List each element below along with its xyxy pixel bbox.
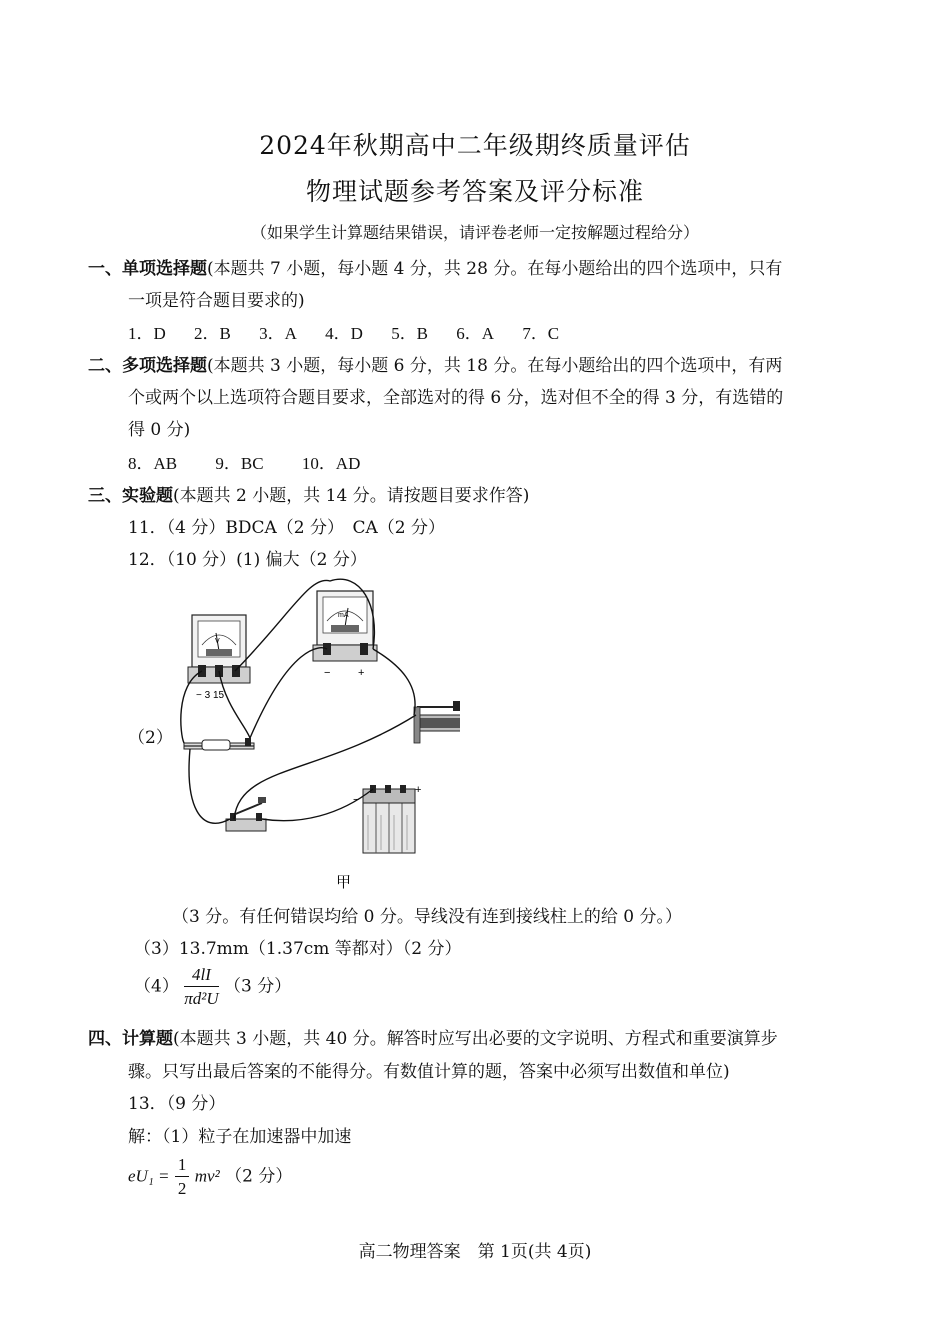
battery-plus: + [415, 784, 422, 796]
answer-5: 5．B [391, 324, 429, 343]
answer-7: 7．C [522, 324, 560, 343]
section2-desc-line3: 得 0 分) [128, 420, 191, 440]
milliammeter [313, 591, 377, 679]
section3-line1 [88, 481, 529, 506]
section4-line1 [88, 1024, 778, 1049]
answer-9: 9．BC [215, 454, 264, 473]
page-footer: 高二物理答案 第 1页(共 4页) [358, 1242, 592, 1262]
fraction-denominator: 2 [177, 1179, 187, 1198]
milliammeter-letter: mA [338, 612, 349, 619]
answer-6: 6．A [456, 324, 495, 343]
part4-answer [134, 965, 291, 1009]
battery [353, 784, 421, 853]
solution-line1: 解：（1）粒子在加速器中加速 [128, 1127, 352, 1147]
part4-label: （4） [134, 976, 179, 997]
section3-desc: (本题共 2 小题，共 14 分。请按题目要求作答) [173, 486, 530, 506]
answer-1: 1．D [128, 324, 166, 343]
document-title: 2024年秋期高中二年级期终质量评估 [259, 131, 691, 160]
rheostat [414, 701, 460, 743]
question-11-answer: 11．（4 分）BDCA（2 分） CA（2 分） [128, 518, 445, 538]
formula-denominator: πd²U [184, 989, 219, 1008]
answer-3: 3．A [259, 324, 297, 343]
section2-line1 [88, 351, 782, 376]
milliammeter-plus: + [358, 667, 365, 679]
figure-caption: 甲 [336, 874, 352, 891]
part2-note: （3 分。有任何错误均给 0 分。导线没有连到接线柱上的给 0 分。） [172, 907, 682, 927]
resistance-wire [184, 738, 254, 750]
section1-line1 [88, 254, 782, 279]
voltmeter-letter: V [215, 638, 220, 645]
milliammeter-minus: − [324, 667, 331, 679]
question-12-answer: 12．（10 分）(1) 偏大（2 分） [128, 550, 367, 570]
section2-desc-line2: 个或两个以上选项符合题目要求，全部选对的得 6 分，选对但不全的得 3 分，有选错的 [128, 388, 784, 408]
section4-desc-line2: 骤。只写出最后答案的不能得分。有数值计算的题，答案中必须写出数值和单位) [128, 1062, 730, 1082]
section1-heading: 一、单项选择题 [88, 259, 207, 279]
answer-10: 10．AD [301, 454, 361, 473]
section2-answers [128, 449, 360, 474]
section1-answers [128, 319, 559, 344]
equation-lhs: eU₁ = [128, 1166, 170, 1186]
equation-score: （2 分） [225, 1166, 293, 1187]
circuit-diagram [170, 575, 460, 895]
battery-minus: − [353, 794, 360, 806]
question-13-header: 13．（9 分） [128, 1094, 226, 1114]
equation-fraction [175, 1155, 190, 1199]
section1-desc-line1: (本题共 7 小题，每小题 4 分，共 28 分。在每小题给出的四个选项中，只有 [207, 259, 783, 279]
grading-note: （如果学生计算题结果错误，请评卷老师一定按解题过程给分） [250, 223, 699, 242]
part2-label: （2） [128, 728, 173, 748]
section1-desc-line2: 一项是符合题目要求的) [128, 291, 305, 311]
section4-desc-line1: (本题共 3 小题，共 40 分。解答时应写出必要的文字说明、方程式和重要演算步 [173, 1029, 778, 1049]
section2-desc-line1: (本题共 3 小题，每小题 6 分，共 18 分。在每小题给出的四个选项中，有两 [207, 356, 783, 376]
section2-heading: 二、多项选择题 [88, 356, 207, 376]
section3-heading: 三、实验题 [88, 486, 173, 506]
answer-4: 4．D [325, 324, 363, 343]
answer-2: 2．B [194, 324, 231, 343]
answer-8: 8．AB [128, 454, 178, 473]
part3-answer: （3）13.7mm（1.37cm 等都对）（2 分） [134, 939, 462, 959]
equation-rhs: mv² [194, 1166, 220, 1186]
document-subtitle: 物理试题参考答案及评分标准 [305, 177, 644, 206]
part4-score: （3 分） [224, 976, 292, 997]
equation-1 [128, 1155, 292, 1199]
formula-numerator: 4lI [184, 965, 218, 987]
voltmeter [188, 615, 250, 701]
section4-heading: 四、计算题 [88, 1029, 173, 1049]
voltmeter-terminals: − 3 15 [196, 690, 225, 701]
switch [226, 797, 266, 831]
fraction-numerator: 1 [175, 1155, 190, 1177]
resistivity-formula [184, 965, 218, 1009]
